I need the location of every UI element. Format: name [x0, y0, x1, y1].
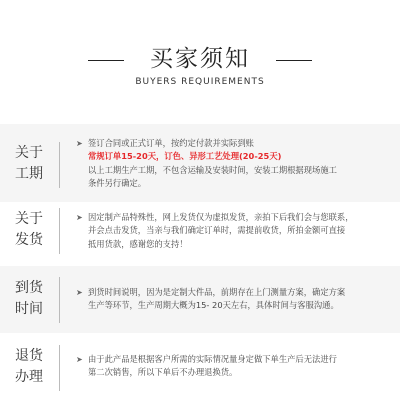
content-line: 并会点击发货，当亲与我们确定订单时，需提前收货，所拍金额可直接: [88, 225, 346, 236]
section-divider: [59, 277, 60, 323]
section-label: [0, 278, 58, 320]
section-label-line: 发货: [15, 232, 43, 248]
section-label-line: 关于: [15, 211, 43, 227]
section-arrival: [0, 266, 400, 333]
section-schedule: [0, 124, 400, 202]
page-title: 买家须知: [150, 46, 250, 72]
content-line: 第二次销售，所以下单后不办理退换货。: [88, 367, 238, 378]
section-label: [0, 346, 58, 388]
content-line: 生产等环节，生产周期大概为15- 20天左右，具体时间与客服沟通。: [88, 300, 339, 311]
section-text: [88, 137, 388, 191]
content-line: 到货时间说明，因为是定制大件品，前期存在上门测量方案，确定方案: [88, 287, 346, 297]
section-label-line: 退货: [15, 348, 43, 364]
content-line: 以上工期生产工期，不包含运输及安装时间，安装工期根据现场施工: [88, 164, 337, 175]
content-line: 抵用货款，感谢您的支持！: [88, 238, 188, 249]
section-divider: [59, 345, 60, 391]
section-label-line: 关于: [15, 145, 43, 161]
section-label-line: 办理: [15, 369, 43, 385]
section-label-line: 工期: [15, 166, 43, 182]
section-label-line: 时间: [15, 301, 43, 317]
section-divider: [59, 142, 60, 188]
section-shipping: [0, 197, 400, 266]
section-label: [0, 143, 58, 185]
page-subtitle: BUYERS REQUIREMENTS: [135, 77, 265, 87]
content-line: 条件另行确定。: [88, 178, 147, 189]
title-divider-right: [276, 60, 312, 61]
section-text: [88, 353, 388, 380]
section-text: [88, 211, 388, 251]
header: [0, 0, 400, 110]
section-text: [88, 286, 388, 313]
content-line-highlight: 常规订单15-20天，订色、异形工艺处理(20-25天): [88, 151, 282, 162]
section-returns: [0, 333, 400, 400]
content-line: 签订合同或正式订单，按约定付款并实际到账: [88, 138, 254, 148]
section-label-line: 到货: [15, 280, 43, 296]
arrow-bullet-icon: ➤: [76, 213, 83, 222]
arrow-bullet-icon: ➤: [76, 139, 83, 148]
content-line: 由于此产品是根据客户所需的实际情况量身定做下单生产后无法进行: [88, 354, 337, 364]
section-label: [0, 209, 58, 251]
section-divider: [59, 208, 60, 254]
arrow-bullet-icon: ➤: [76, 355, 83, 364]
content-line: 因定制产品特殊性，网上发货仅为虚拟发货，亲拍下后我们会与您联系，: [88, 212, 354, 222]
arrow-bullet-icon: ➤: [76, 288, 83, 297]
